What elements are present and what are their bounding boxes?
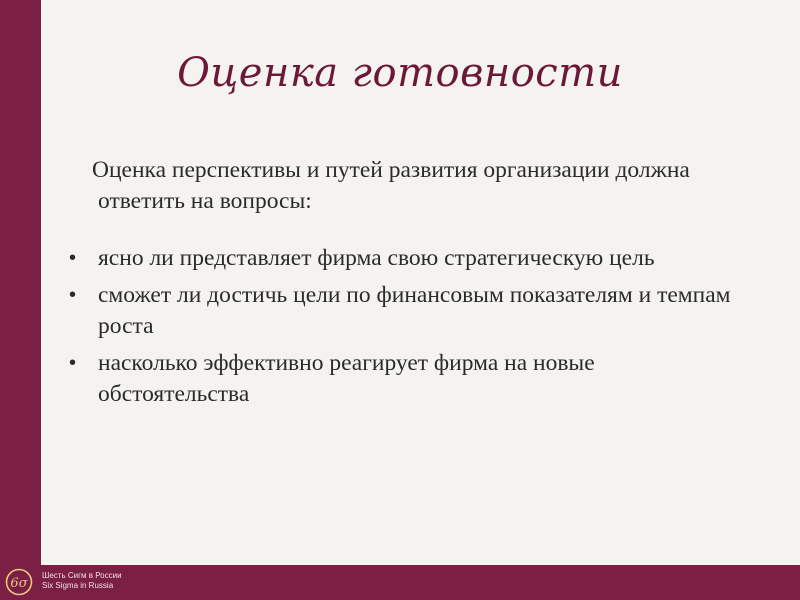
svg-text:6σ: 6σ <box>10 576 28 591</box>
intro-paragraph: Оценка перспективы и путей развития организации должна ответить на вопросы: <box>92 157 690 214</box>
list-item <box>62 348 742 410</box>
footer-brand <box>42 571 122 591</box>
footer-line-ru: Шесть Сигм в России <box>42 571 122 580</box>
bullet-text: ясно ли представляет фирма свою стратегическую цель <box>98 245 655 271</box>
bullet-icon: • <box>69 284 77 306</box>
list-item <box>62 243 742 274</box>
bullet-list <box>62 243 742 410</box>
slide-title: Оценка готовности <box>177 50 623 96</box>
slide-body <box>62 155 742 416</box>
bullet-icon: • <box>69 247 77 269</box>
six-sigma-logo-icon <box>3 568 35 596</box>
bullet-icon: • <box>69 352 77 374</box>
bullet-text: насколько эффективно реагирует фирма на новые обстоятельства <box>98 350 595 407</box>
list-item <box>62 280 742 342</box>
footer-line-en: Six Sigma in Russia <box>42 581 114 590</box>
bullet-text: сможет ли достичь цели по финансовым показателям и темпам роста <box>98 282 731 339</box>
